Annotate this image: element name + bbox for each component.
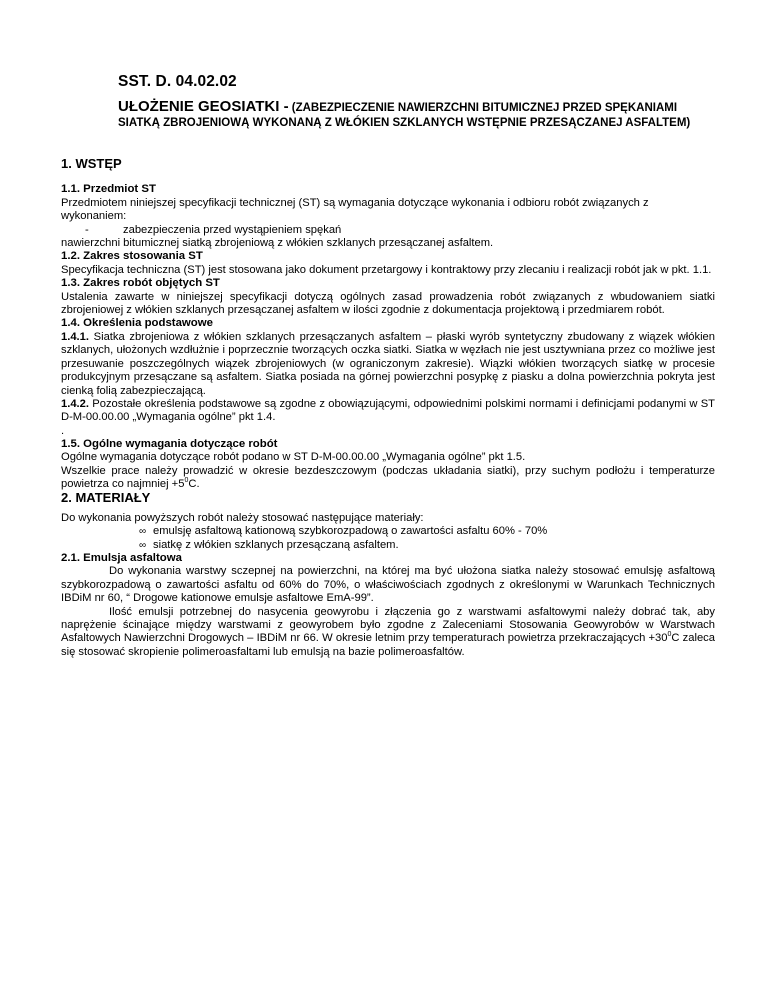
paragraph [61, 606, 715, 660]
list-item-text: zabezpieczenia przed wystąpieniem spękań [123, 223, 342, 236]
subsection-heading: 1.4. Określenia podstawowe [61, 317, 213, 330]
subsection-heading: 1.3. Zakres robót objętych ST [61, 277, 220, 290]
subsection-heading: 1.2. Zakres stosowania ST [61, 250, 203, 263]
bullet-item [61, 539, 715, 552]
bullet-text: siatkę z włókien szklanych przesączaną asfaltem. [153, 538, 399, 551]
subsection-heading: 1.5. Ogólne wymagania dotyczące robót [61, 437, 278, 450]
paragraph [61, 465, 715, 492]
title-subtitle: (ZABEZPIECZENIE NAWIERZCHNI BITUMICZNEJ PRZED SPĘKANIAMI SIATKĄ ZBROJENIOWĄ WYKONANĄ Z WŁÓKIEN SZKLANYCH WSTĘPNIE PRZESĄCZANEJ ASFALTEM) [118, 102, 691, 129]
section-heading: 1. WSTĘP [61, 156, 122, 171]
document-title [118, 99, 718, 131]
paragraph-text: C zaleca się stosować skropienie polimeroasfaltami lub emulsją na bazie polimeroasfaltów. [61, 632, 716, 658]
stray-dot: . [61, 424, 65, 437]
superscript: 0 [184, 476, 189, 484]
paragraph: Do wykonania powyższych robót należy stosować następujące materiały: [61, 511, 424, 524]
paragraph-text: Ilość emulsji potrzebnej do nasycenia geowyrobu i złączenia go z warstwami asfaltowymi należy dobrać tak, aby naprężenie ścinające między warstwami z geowyrobem było zgodne z Zaleceniami Stosowania Geowyrobów w Warstwach Asfaltowych Nawierzchni Drogowych – IBDiM nr 66. W okresie letnim przy temperaturach powietrza przekraczających +30 [61, 605, 715, 645]
document-body [61, 157, 715, 659]
paragraph-text: C. [188, 477, 200, 490]
superscript: 0 [667, 631, 672, 639]
infinity-bullet-icon: ∞ [139, 539, 147, 551]
paragraph [61, 331, 715, 398]
paragraph-text: Siatka zbrojeniowa z włókien szklanych przesączanych asfaltem – płaski wyrób syntetyczny zbudowany z wiązek włókien szklanych, ułożonych wzdłużnie i poprzecznie tworzących oczka siatki. Siatka w węzłach nie jest usztywniana przez co możliwe jest przesuwanie poszczególnych wiązek zbrojeniowych (w ograniczonym zakresie). Wiązki włókien tworzących siatkę w procesie produkcyjnym przesączane są asfaltem. Siatka posiada na górnej powierzchni posypkę z piasku a dolna powierzchnia pokryta jest cienką folią zabezpieczającą. [61, 330, 715, 397]
paragraph-text: Pozostałe określenia podstawowe są zgodne z obowiązującymi, odpowiednimi polskimi normami i definicjami podanymi w ST D-M-00.00.00 „Wymagania ogólne” pkt 1.4. [61, 397, 715, 424]
bullet-item [61, 525, 715, 538]
list-item [61, 224, 715, 237]
section-heading: 2. MATERIAŁY [61, 490, 151, 506]
paragraph: Przedmiotem niniejszej specyfikacji technicznej (ST) są wymagania dotyczące wykonania i odbioru robót związanych z wykonaniem: [61, 196, 649, 223]
subsection-heading: 2.1. Emulsja asfaltowa [61, 551, 182, 564]
subsection-heading: 1.1. Przedmiot ST [61, 183, 156, 196]
dash-marker: - [85, 223, 89, 236]
paragraph: Ustalenia zawarte w niniejszej specyfikacji dotyczą ogólnych zasad prowadzenia robót związanych z wbudowaniem siatki zbrojeniowej z włókien szklanych przesączanej asfaltem w ilości zgodnie z dokumentacja projektową i przedmiarem robót. [61, 290, 715, 317]
paragraph [61, 398, 715, 425]
bullet-text: emulsję asfaltową kationową szybkorozpadową o zawartości asfaltu 60% - 70% [153, 525, 548, 538]
paragraph-number: 1.4.1. [61, 330, 89, 343]
paragraph: Specyfikacja techniczna (ST) jest stosowana jako dokument przetargowy i kontraktowy przy zlecaniu i realizacji robót jak w pkt. 1.1. [61, 263, 712, 276]
document-code: SST. D. 04.02.02 [118, 73, 237, 90]
infinity-bullet-icon: ∞ [139, 526, 147, 538]
paragraph-number: 1.4.2. [61, 397, 89, 410]
paragraph-text: Wszelkie prace należy prowadzić w okresie bezdeszczowym (podczas układania siatki), przy suchym podłożu i temperaturze powietrza co najmniej +5 [61, 464, 715, 490]
paragraph: Ogólne wymagania dotyczące robót podano w ST D-M-00.00.00 „Wymagania ogólne” pkt 1.5. [61, 451, 526, 464]
paragraph: nawierzchni bitumicznej siatką zbrojeniową z włókien szklanych przesączanej asfaltem. [61, 237, 494, 250]
title-main: UŁOŻENIE GEOSIATKI - [118, 98, 289, 115]
paragraph: Do wykonania warstwy sczepnej na powierzchni, na której ma być ułożona siatka należy stosować emulsję asfaltową szybkorozpadową o zawartości asfaltu od 60% do 70%, o właściwościach zgodnych z określonymi w Warunkach Technicznych IBDiM nr 60, “ Drogowe kationowe emulsje asfaltowe EmA-99”. [61, 565, 715, 605]
